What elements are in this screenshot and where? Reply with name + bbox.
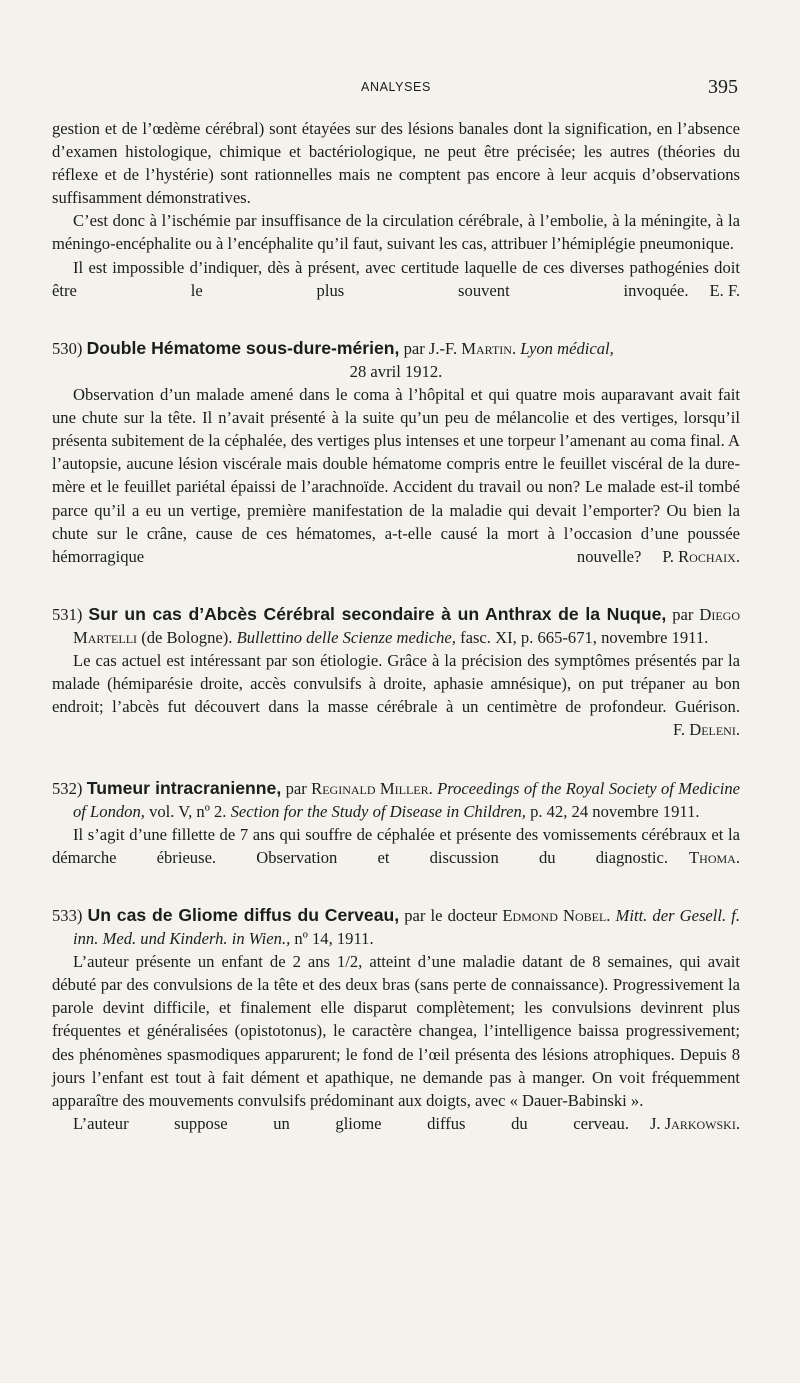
article-date: fasc. XI, p. 665-671, novembre 1911.	[460, 627, 709, 647]
article-section: Section for the Study of Disease in Children,	[230, 801, 526, 821]
article-530-date: 28 avril 1912.	[349, 361, 443, 381]
article-by: par le docteur	[404, 906, 498, 925]
article-533-body: L’auteur présente un enfant de 2 ans 1/2, atteint d’une maladie datant de 8 semaines, qui avait débuté par des convulsions de la tête et des deux bras (sans perte de connaissance). Progressivement la parole devint difficile, et finalement elle disparut complètement; les convulsions devinrent plus fréquentes et généralisées (opistotonus), le caractère changea, l’intelligence baissa progressivement; des phénomènes spasmodiques apparurent; le fond de l’œil présenta des lésions atrophiques. Depuis 8 jours l’enfant est tout à fait dément et apathique, ne demande pas à manger. On voit fréquemment apparaître des mouvements convulsifs prédominant aux doigts, avec « Dauer-Babinski ».	[52, 952, 740, 1110]
article-533	[52, 904, 740, 1158]
article-signature: Thoma.	[689, 847, 740, 867]
article-journal: Bullettino delle Scienze mediche,	[236, 627, 456, 647]
article-author: Martin.	[461, 338, 517, 358]
continuation-paragraph-3	[52, 256, 740, 325]
continuation-paragraph-2: C’est donc à l’ischémie par insuffisance de la circulation cérébrale, à l’embolie, à la méningite, à la méningo-encéphalite ou à l’encéphalite qu’il faut, suivant les cas, attribuer l’hémiplégie pneumonique.	[52, 211, 740, 254]
article-530	[52, 337, 740, 591]
article-author: Diego Martelli	[73, 604, 741, 647]
article-531-heading	[52, 603, 740, 649]
journal-page	[52, 0, 740, 1383]
article-place: (de Bologne).	[141, 627, 233, 647]
article-number: 531)	[52, 604, 83, 624]
article-journal: Lyon médical,	[520, 338, 614, 358]
article-body-text: Le cas actuel est intéressant par son étiologie. Grâce à la précision des symptômes présentés par la malade (hémiparésie droite, accès convulsifs à droite, aphasie amnésique), on put trépaner au bon endroit; l’abcès fut découvert dans la masse cérébrale à un centimètre de profondeur. Guérison.	[52, 651, 740, 717]
article-by: par J.-F.	[403, 338, 458, 358]
article-author: Edmond Nobel.	[502, 906, 611, 925]
article-532-body	[52, 823, 740, 892]
article-volume: vol. V, nº 2.	[149, 801, 227, 821]
article-signature: P. Rochaix.	[662, 546, 740, 566]
article-532-heading	[52, 777, 740, 823]
article-date: p. 42, 24 novembre 1911.	[530, 801, 700, 821]
article-number: 530)	[52, 338, 83, 358]
article-533-conclusion	[52, 1112, 740, 1158]
article-531	[52, 603, 740, 765]
article-title: Un cas de Gliome diffus du Cerveau,	[87, 905, 400, 925]
article-533-heading	[52, 904, 740, 950]
article-body-text: Il s’agit d’une fillette de 7 ans qui souffre de céphalée et présente des vomissements cérébraux et la démarche ébrieuse. Observation et discussion du diagnostic.	[52, 824, 740, 867]
page-number: 395	[708, 76, 738, 98]
continuation-paragraph-3-text: Il est impossible d’indiquer, dès à présent, avec certitude laquelle de ces diverses pathogénies doit être le plus souvent invoquée.	[52, 257, 740, 300]
article-signature: J. Jarkowski.	[649, 1113, 740, 1133]
article-530-heading	[52, 337, 740, 360]
article-title: Tumeur intracranienne,	[86, 777, 282, 798]
article-number: 532)	[52, 778, 83, 798]
article-title: Sur un cas d’Abcès Cérébral secondaire à un Anthrax de la Nuque,	[88, 603, 667, 624]
article-531-body	[52, 649, 740, 764]
article-title: Double Hématome sous-dure-mérien,	[86, 337, 400, 358]
article-journal: Proceedings of the Royal Society of Medicine of London,	[73, 778, 741, 821]
running-title: ANALYSES	[361, 80, 431, 94]
article-number: 533)	[52, 906, 83, 925]
article-date: nº 14, 1911.	[294, 929, 374, 949]
running-head	[52, 76, 740, 100]
article-author: Reginald Miller.	[311, 778, 433, 798]
continuation-paragraph-1: gestion et de l’œdème cérébral) sont étayées sur des lésions banales dont la signification, en l’absence d’examen histologique, chimique et bactériologique, ne peut être précisée; les autres (théories du réflexe et de l’hystérie) sont rationnelles mais ne comptent pas encore à leur acquis d’observations suffisamment démonstratives.	[52, 119, 740, 208]
article-signature: F. Deleni.	[673, 720, 740, 740]
article-by: par	[672, 604, 694, 624]
page-content	[52, 117, 740, 1158]
signature-ef: E. F.	[709, 280, 740, 300]
article-530-body	[52, 383, 740, 591]
article-532	[52, 777, 740, 892]
article-journal: Mitt. der Gesell. f. inn. Med. und Kinderh. in Wien.,	[73, 906, 741, 949]
article-body-text: L’auteur suppose un gliome diffus du cerveau.	[73, 1113, 629, 1133]
article-body-text: Observation d’un malade amené dans le coma à l’hôpital et qui quatre mois auparavant avait fait une chute sur la tête. Il n’avait présenté à la suite qu’un peu de mélancolie et des vertiges, lorsqu’il présenta subitement de la céphalée, des vertiges plus intenses et une torpeur l’amenant au coma final. A l’autopsie, aucune lésion viscérale mais double hématome compris entre le feuillet viscéral de la dure-mère et le feuillet pariétal épaissi de l’arachnoïde. Accident du travail ou non? Le malade est-il tombé parce qu’il a eu un vertige, première manifestation de la maladie qui devait l’emporter? Ou bien la chute sur le crâne, cause de ces hématomes, a-t-elle causé la mort à l’occasion d’une poussée hémorragique nouvelle?	[52, 385, 740, 566]
article-by: par	[285, 778, 307, 798]
